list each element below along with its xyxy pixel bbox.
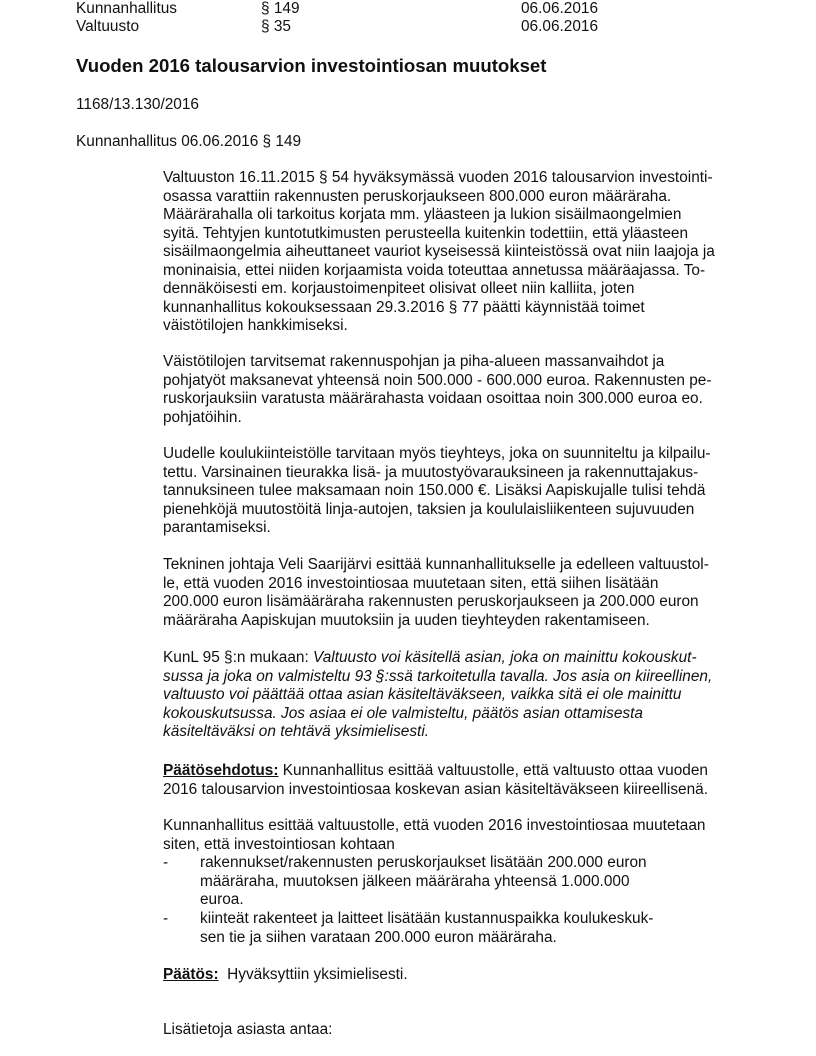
text-line: ruskorjauksiin varatusta määrärahasta voidaan osoittaa noin 300.000 euroa eo. <box>163 390 703 407</box>
decision-label: Päätös: <box>163 966 219 983</box>
text-line: määräraha Aapiskujan muutoksiin ja uuden tieyhteyden rakentamiseen. <box>163 611 650 629</box>
text-line: Valtuuston 16.11.2015 § 54 hyväksymässä vuoden 2016 talousarvion investointi- <box>163 169 713 186</box>
decision <box>163 966 408 984</box>
citation-text: kokouskutsussa. Jos asiaa ei ole valmisteltu, päätös asian ottamisesta <box>163 704 643 722</box>
page-title: Vuoden 2016 talousarvion investointiosan muutokset <box>76 55 547 76</box>
record-number: 1168/13.130/2016 <box>76 96 199 113</box>
list-dash: - <box>163 854 169 871</box>
text-line: 200.000 euron lisämääräraha rakennusten peruskorjaukseen ja 200.000 euron <box>163 593 699 610</box>
text-line: tettu. Varsinainen tieurakka lisä- ja muutostyövarauksineen ja rakennuttajakus- <box>163 463 699 481</box>
header-body-1: Kunnanhallitus <box>76 0 177 17</box>
text-line: Uudelle koulukiinteistölle tarvitaan myös tieyhteys, joka on suunniteltu ja kilpailu- <box>163 445 711 462</box>
more-info: Lisätietoja asiasta antaa: <box>163 1021 333 1038</box>
header-date-2: 06.06.2016 <box>521 18 599 35</box>
header-section-2: § 35 <box>261 18 291 35</box>
header-body-2: Valtuusto <box>76 18 140 35</box>
citation-prefix: KunL 95 §:n mukaan: <box>163 649 314 666</box>
text-line <box>163 762 763 781</box>
list-dash: - <box>163 910 169 927</box>
text-line: väistötilojen hankkimiseksi. <box>163 317 348 334</box>
decision-text: Hyväksyttiin yksimielisesti. <box>227 966 408 983</box>
text-line: Määrärahalla oli tarkoitus korjata mm. yläasteen ja lukion sisäilmaongelmien <box>163 206 682 223</box>
meeting-reference: Kunnanhallitus 06.06.2016 § 149 <box>76 133 302 150</box>
proposal-text: Kunnanhallitus esittää valtuustolle, että valtuusto ottaa vuoden <box>278 762 708 779</box>
paragraph-background <box>163 169 763 336</box>
paragraph-kunl-citation <box>163 649 763 742</box>
text-line: kiinteät rakenteet ja laitteet lisätään kustannuspaikka koulukeskuk- <box>200 910 654 927</box>
citation-text: käsiteltäväksi on tehtävä yksimielisesti. <box>163 723 430 740</box>
citation-text: Valtuusto voi käsitellä asian, joka on mainittu kokouskut- <box>313 649 697 666</box>
proposal-text: 2016 talousarvion investointiosaa koskevan asian käsiteltäväkseen kiireellisenä. <box>163 780 708 798</box>
header-date-1: 06.06.2016 <box>521 0 599 17</box>
text-line: syitä. Tehtyjen kuntotutkimusten perusteella kuitenkin todettiin, että yläasteen <box>163 224 689 242</box>
text-line: moninaisia, ettei niiden korjaamista voida toteuttaa annetussa määräajassa. To- <box>163 261 706 279</box>
citation-text: valtuusto voi päättää ottaa asian käsiteltäväkseen, vaikka sitä ei ole mainittu <box>163 686 682 703</box>
text-line: tannuksineen tulee maksamaan noin 150.000 €. Lisäksi Aapiskujalle tulisi tehdä <box>163 482 706 499</box>
paragraph-technical-director <box>163 556 763 630</box>
text-line <box>163 649 763 668</box>
decision-proposal <box>163 762 763 799</box>
text-line: pohjatyöt maksanevat yhteensä noin 500.000 - 600.000 euroa. Rakennusten pe- <box>163 371 712 389</box>
text-line: Väistötilojen tarvitsemat rakennuspohjan ja piha-alueen massanvaihdot ja <box>163 353 665 370</box>
header-section-1: § 149 <box>261 0 300 17</box>
paragraph-temporary-premises <box>163 353 763 427</box>
paragraph-road-connection <box>163 445 763 538</box>
text-line: kunnanhallitus kokouksessaan 29.3.2016 § 77 päätti käynnistää toimet <box>163 298 645 316</box>
text-line: pohjatöihin. <box>163 408 242 426</box>
citation-text: sussa ja joka on valmisteltu 93 §:ssä tarkoitetulla tavalla. Jos asia on kiireellinen, <box>163 667 713 685</box>
text-line: määräraha, muutoksen jälkeen määräraha yhteensä 1.000.000 <box>200 872 630 890</box>
text-line: pienehköjä muutostöitä linja-autojen, taksien ja koululaisliikenteen sujuvuuden <box>163 500 695 518</box>
text-line: siten, että investointiosan kohtaan <box>163 835 395 853</box>
text-line: sisäilmaongelmia aiheuttaneet vauriot kyseisessä kiinteistössä ovat niin laajoja ja <box>163 243 715 260</box>
text-line: le, että vuoden 2016 investointiosaa muutetaan siten, että siihen lisätään <box>163 574 659 592</box>
text-line: dennäköisesti em. korjaustoimenpiteet olisivat olleet niin kalliita, joten <box>163 280 635 297</box>
text-line: Kunnanhallitus esittää valtuustolle, että vuoden 2016 investointiosaa muutetaan <box>163 817 706 834</box>
text-line: Tekninen johtaja Veli Saarijärvi esittää kunnanhallitukselle ja edelleen valtuustol- <box>163 556 709 573</box>
text-line: parantamiseksi. <box>163 519 271 536</box>
text-line: osassa varattiin rakennusten peruskorjaukseen 800.000 euron määräraha. <box>163 187 672 205</box>
text-line: euroa. <box>200 891 244 908</box>
proposal-label: Päätösehdotus: <box>163 762 279 779</box>
paragraph-board-proposal <box>163 817 763 854</box>
text-line: rakennukset/rakennusten peruskorjaukset lisätään 200.000 euron <box>200 854 647 871</box>
text-line: sen tie ja siihen varataan 200.000 euron määräraha. <box>200 928 557 946</box>
